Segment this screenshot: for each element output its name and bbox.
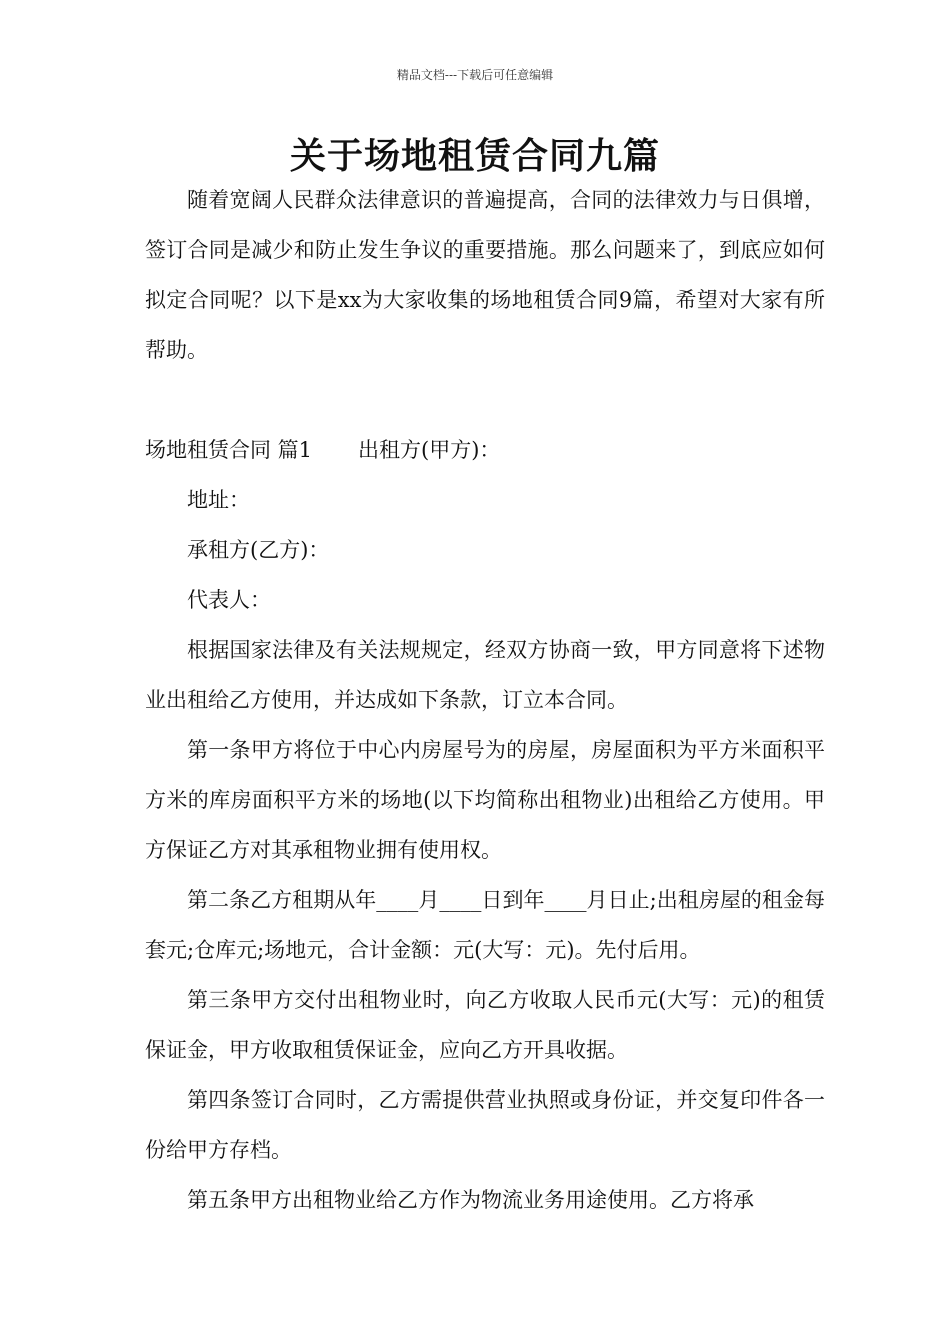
address-field: 地址： [187,488,250,512]
clause-paragraph: 第四条签订合同时，乙方需提供营业执照或身份证，并交复印件各一份给甲方存档。 [145,1088,825,1162]
party-b-field: 承租方(乙方)： [187,538,330,562]
clause-paragraph: 第一条甲方将位于中心内房屋号为的房屋，房屋面积为平方米面积平方米的库房面积平方米的场地(以下均简称出租物业)出租给乙方使用。甲方保证乙方对其承租物业拥有使用权。 [145,738,825,862]
clause-paragraph: 第二条乙方租期从年____月____日到年____月日止;出租房屋的租金每套元;仓库元;场地元，合计金额：元(大写：元)。先付后用。 [145,888,825,962]
clause-paragraph: 第三条甲方交付出租物业时，向乙方收取人民币元(大写：元)的租赁保证金，甲方收取租赁保证金，应向乙方开具收据。 [145,988,825,1062]
section-heading-line [145,425,825,475]
representative-field: 代表人： [187,588,271,612]
intro-paragraph: 随着宽阔人民群众法律意识的普遍提高，合同的法律效力与日俱增，签订合同是减少和防止发生争议的重要措施。那么问题来了，到底应如何拟定合同呢？以下是xx为大家收集的场地租赁合同9篇，希望对大家有所帮助。 [145,188,825,362]
clause-paragraph: 根据国家法律及有关法规规定，经双方协商一致，甲方同意将下述物业出租给乙方使用，并达成如下条款，订立本合同。 [145,638,825,712]
header-note: 精品文档---下载后可任意编辑 [396,68,554,82]
paragraph-spacer [145,375,825,425]
clause-paragraph: 第五条甲方出租物业给乙方作为物流业务用途使用。乙方将承 [187,1188,754,1212]
party-a-field: 出租方(甲方)： [358,438,501,462]
document-title: 关于场地租赁合同九篇 [289,135,660,177]
section-heading: 场地租赁合同 篇1 [145,438,313,462]
document-body [145,175,825,1225]
